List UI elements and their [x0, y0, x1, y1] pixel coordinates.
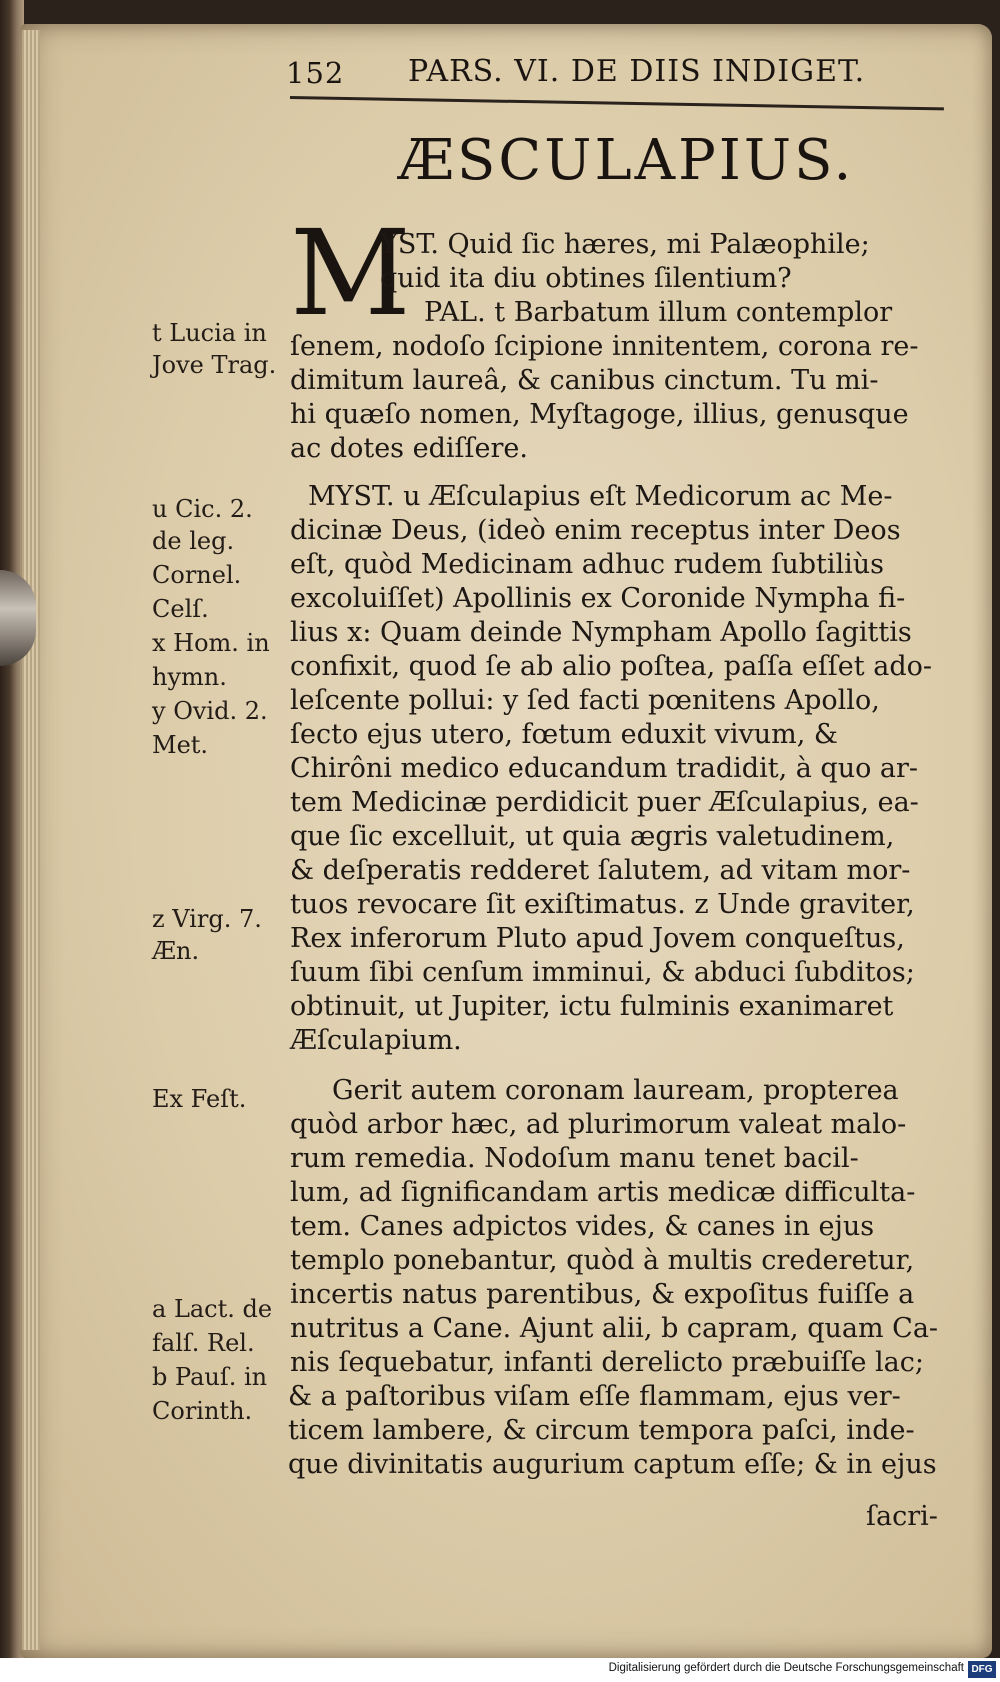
body-line: Rex inferorum Pluto apud Jovem conqueſtus, — [290, 923, 905, 954]
margin-note: u Cic. 2. — [152, 495, 253, 523]
body-line: quid ita diu obtines ſilentium? — [380, 263, 792, 294]
body-line: lius x: Quam deinde Nympham Apollo ſagittis — [290, 617, 912, 648]
body-line: ſuum ſibi cenſum imminui, & abduci ſubditos; — [290, 957, 915, 988]
drop-cap: M — [290, 204, 411, 342]
margin-note: b Pauſ. in — [152, 1363, 268, 1391]
body-line: obtinuit, ut Jupiter, ictu fulminis exanimaret — [290, 991, 894, 1022]
catchword: ſacri- — [866, 1501, 938, 1532]
body-line: ſecto ejus utero, fœtum eduxit vivum, & — [290, 719, 838, 750]
body-line: & a paſtoribus viſam eſſe flammam, ejus ver- — [288, 1381, 901, 1412]
body-line: ticem lambere, & circum tempora paſci, inde- — [288, 1415, 915, 1446]
margin-note: Met. — [152, 731, 209, 759]
running-head: PARS. VI. DE DIIS INDIGET. — [408, 54, 866, 89]
body-line: templo ponebantur, quòd à multis crederetur, — [290, 1245, 915, 1276]
body-line: Gerit autem coronam lauream, propterea — [332, 1075, 899, 1106]
body-line: eſt, quòd Medicinam adhuc rudem ſubtiliùs — [290, 549, 885, 580]
body-line: confixit, quod ſe ab alio poſtea, paſſa eſſet ado- — [290, 651, 932, 682]
body-line: excoluiſſet) Apollinis ex Coronide Nympha fi- — [290, 583, 906, 614]
body-line: nis ſequebatur, infanti derelicto præbuiſſe lac; — [290, 1347, 924, 1378]
margin-note: t Lucia in — [152, 319, 267, 347]
page-number: 152 — [286, 56, 345, 90]
margin-note: hymn. — [152, 663, 227, 691]
page-header — [286, 50, 946, 102]
body-line: lum, ad ſignificandam artis medicæ difficulta- — [290, 1177, 916, 1208]
body-line: nutritus a Cane. Ajunt alii, b capram, quam Ca- — [290, 1313, 939, 1344]
body-line: dimitum laureâ, & canibus cinctum. Tu mi- — [290, 365, 879, 396]
body-line: Chirôni medico educandum tradidit, à quo ar- — [290, 753, 919, 784]
margin-note: de leg. — [152, 527, 235, 555]
body-line: incertis natus parentibus, & expoſitus fuiſſe a — [290, 1279, 915, 1310]
margin-note: x Hom. in — [152, 629, 270, 657]
dfg-logo: DFG — [968, 1661, 996, 1678]
margin-note: Ex Feſt. — [152, 1085, 247, 1113]
digitization-credit: Digitalisierung gefördert durch die Deutsche Forschungsgemeinschaft — [608, 1662, 964, 1674]
margin-note: Celſ. — [152, 595, 209, 623]
margin-note: y Ovid. 2. — [152, 697, 268, 725]
margin-note: a Lact. de — [152, 1295, 273, 1323]
body-line: hi quæſo nomen, Myſtagoge, illius, genusque — [290, 399, 909, 430]
body-line: Æſculapium. — [290, 1025, 462, 1056]
body-line: que ſic excelluit, ut quia ægris valetudinem, — [290, 821, 895, 852]
margin-note: z Virg. 7. — [152, 905, 262, 933]
body-line: tem. Canes adpictos vides, & canes in ejus — [290, 1211, 875, 1242]
margin-note: Jove Trag. — [152, 351, 277, 379]
footer-bar — [0, 1658, 1000, 1682]
margin-note: Æn. — [152, 937, 200, 965]
body-line: & deſperatis redderet ſalutem, ad vitam mor- — [290, 855, 911, 886]
body-line: tuos revocare ſit exiſtimatus. z Unde graviter, — [290, 889, 915, 920]
page-stack-edge — [22, 30, 40, 1650]
body-line: que divinitatis augurium captum eſſe; & in ejus — [288, 1449, 937, 1480]
body-line: rum remedia. Nodoſum manu tenet bacil- — [290, 1143, 859, 1174]
margin-note: Corinth. — [152, 1397, 253, 1425]
body-line: leſcente pollui: y ſed facti pœnitens Apollo, — [290, 685, 880, 716]
body-line: YST. Quid ſic hæres, mi Palæophile; — [380, 229, 870, 260]
body-line: dicinæ Deus, (ideò enim receptus inter Deos — [290, 515, 901, 546]
body-line: tem Medicinæ perdidicit puer Æſculapius, ea- — [290, 787, 919, 818]
body-line: ac dotes ediſſere. — [290, 433, 528, 464]
margin-note: Cornel. — [152, 561, 242, 589]
body-line: MYST. u Æſculapius eſt Medicorum ac Me- — [308, 481, 893, 512]
body-line: quòd arbor hæc, ad plurimorum valeat malo- — [290, 1109, 907, 1140]
body-line: PAL. t Barbatum illum contemplor — [424, 297, 893, 328]
body-line: ſenem, nodoſo ſcipione innitentem, corona re- — [290, 331, 919, 362]
chapter-title: ÆSCULAPIUS. — [398, 128, 855, 193]
margin-note: falſ. Rel. — [152, 1329, 255, 1357]
